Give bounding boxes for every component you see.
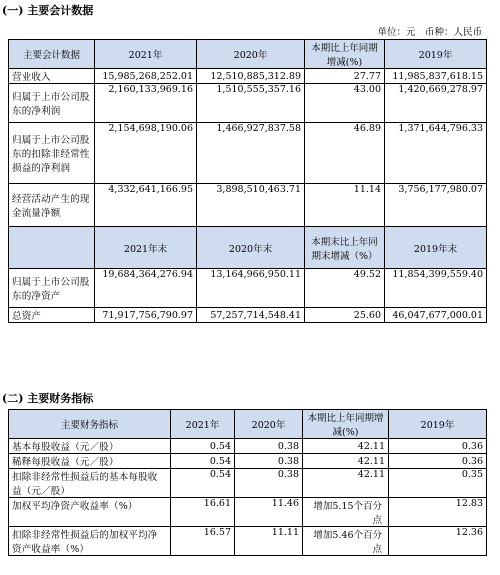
value-2019: 12.36 bbox=[389, 527, 487, 556]
header-cell: 2021年 bbox=[95, 40, 197, 69]
header-cell: 2021年末 bbox=[95, 227, 197, 269]
row-label: 稀释每股收益（元／股） bbox=[9, 454, 171, 469]
header-cell: 本期比上年同期增减(%) bbox=[303, 410, 389, 439]
table-row bbox=[9, 498, 487, 527]
value-2021: 19,684,364,276.94 bbox=[95, 269, 197, 308]
row-label: 营业收入 bbox=[9, 69, 95, 84]
value-2019: 3,756,177,980.07 bbox=[385, 184, 487, 227]
value-change: 增加5.46个百分点 bbox=[303, 527, 389, 556]
header-cell: 本期末比上年同期末增减（%） bbox=[305, 227, 385, 269]
value-2021: 15,985,268,252.01 bbox=[95, 69, 197, 84]
value-2021: 0.54 bbox=[171, 454, 235, 469]
value-2020: 12,510,885,312.89 bbox=[197, 69, 305, 84]
header-cell: 2020年末 bbox=[197, 227, 305, 269]
value-change: 增加5.15个百分点 bbox=[303, 498, 389, 527]
header-cell: 主要财务指标 bbox=[9, 410, 171, 439]
header-cell: 2021年 bbox=[171, 410, 235, 439]
main-accounting-data-table bbox=[8, 39, 487, 323]
header-cell: 2019年 bbox=[385, 40, 487, 69]
row-label: 归属于上市公司股东的净资产 bbox=[9, 269, 95, 308]
table2-header-row bbox=[9, 410, 487, 439]
table1-header-row bbox=[9, 40, 487, 69]
value-2019: 1,420,669,278.97 bbox=[385, 84, 487, 123]
value-2021: 2,160,133,969.16 bbox=[95, 84, 197, 123]
value-change: 25.60 bbox=[305, 308, 385, 323]
table-row bbox=[9, 69, 487, 84]
value-2020: 0.38 bbox=[235, 439, 303, 454]
value-2020: 3,898,510,463.71 bbox=[197, 184, 305, 227]
value-2021: 71,917,756,790.97 bbox=[95, 308, 197, 323]
section2-title: (二) 主要财务指标 bbox=[2, 392, 94, 405]
value-change: 46.89 bbox=[305, 123, 385, 184]
row-label: 基本每股收益（元／股） bbox=[9, 439, 171, 454]
table-row bbox=[9, 308, 487, 323]
row-label: 总资产 bbox=[9, 308, 95, 323]
value-change: 42.11 bbox=[303, 439, 389, 454]
value-2021: 2,154,698,190.06 bbox=[95, 123, 197, 184]
header-cell bbox=[9, 227, 95, 269]
table1-subheader-row bbox=[9, 227, 487, 269]
value-2019: 46,047,677,000.01 bbox=[385, 308, 487, 323]
main-financial-indicators-table bbox=[8, 409, 487, 556]
row-label: 经营活动产生的现金流量净额 bbox=[9, 184, 95, 227]
value-2019: 12.83 bbox=[389, 498, 487, 527]
value-2020: 13,164,966,950.11 bbox=[197, 269, 305, 308]
value-change: 43.00 bbox=[305, 84, 385, 123]
value-2020: 0.38 bbox=[235, 454, 303, 469]
value-2020: 1,466,927,837.58 bbox=[197, 123, 305, 184]
value-2021: 0.54 bbox=[171, 469, 235, 498]
unit-currency-line: 单位：元 币种：人民币 bbox=[377, 27, 482, 38]
value-2020: 11.11 bbox=[235, 527, 303, 556]
table-row bbox=[9, 84, 487, 123]
value-change: 27.77 bbox=[305, 69, 385, 84]
value-2019: 0.35 bbox=[389, 469, 487, 498]
value-2019: 0.36 bbox=[389, 439, 487, 454]
value-2019: 11,854,399,559.40 bbox=[385, 269, 487, 308]
value-change: 42.11 bbox=[303, 454, 389, 469]
header-cell: 2019年末 bbox=[385, 227, 487, 269]
table-row bbox=[9, 184, 487, 227]
row-label: 加权平均净资产收益率（%） bbox=[9, 498, 171, 527]
header-cell: 2020年 bbox=[235, 410, 303, 439]
header-cell: 主要会计数据 bbox=[9, 40, 95, 69]
value-2021: 16.61 bbox=[171, 498, 235, 527]
value-2021: 16.57 bbox=[171, 527, 235, 556]
row-label: 归属于上市公司股东的扣除非经常性损益的净利润 bbox=[9, 123, 95, 184]
value-2020: 11.46 bbox=[235, 498, 303, 527]
value-change: 11.14 bbox=[305, 184, 385, 227]
value-2021: 0.54 bbox=[171, 439, 235, 454]
value-2020: 1,510,555,357.16 bbox=[197, 84, 305, 123]
value-2020: 57,257,714,548.41 bbox=[197, 308, 305, 323]
header-cell: 本期比上年同期增减(%) bbox=[305, 40, 385, 69]
section1-title: (一) 主要会计数据 bbox=[2, 4, 94, 17]
header-cell: 2020年 bbox=[197, 40, 305, 69]
value-2021: 4,332,641,166.95 bbox=[95, 184, 197, 227]
value-2019: 1,371,644,796.33 bbox=[385, 123, 487, 184]
row-label: 扣除非经常性损益后的基本每股收益（元／股） bbox=[9, 469, 171, 498]
row-label: 扣除非经常性损益后的加权平均净资产收益率（%） bbox=[9, 527, 171, 556]
value-2019: 11,985,837,618.15 bbox=[385, 69, 487, 84]
table-row bbox=[9, 527, 487, 556]
value-2019: 0.36 bbox=[389, 454, 487, 469]
value-2020: 0.38 bbox=[235, 469, 303, 498]
value-change: 49.52 bbox=[305, 269, 385, 308]
row-label: 归属于上市公司股东的净利润 bbox=[9, 84, 95, 123]
table-row bbox=[9, 269, 487, 308]
header-cell: 2019年 bbox=[389, 410, 487, 439]
table-row bbox=[9, 454, 487, 469]
table-row bbox=[9, 469, 487, 498]
table-row bbox=[9, 439, 487, 454]
value-change: 42.11 bbox=[303, 469, 389, 498]
table-row bbox=[9, 123, 487, 184]
